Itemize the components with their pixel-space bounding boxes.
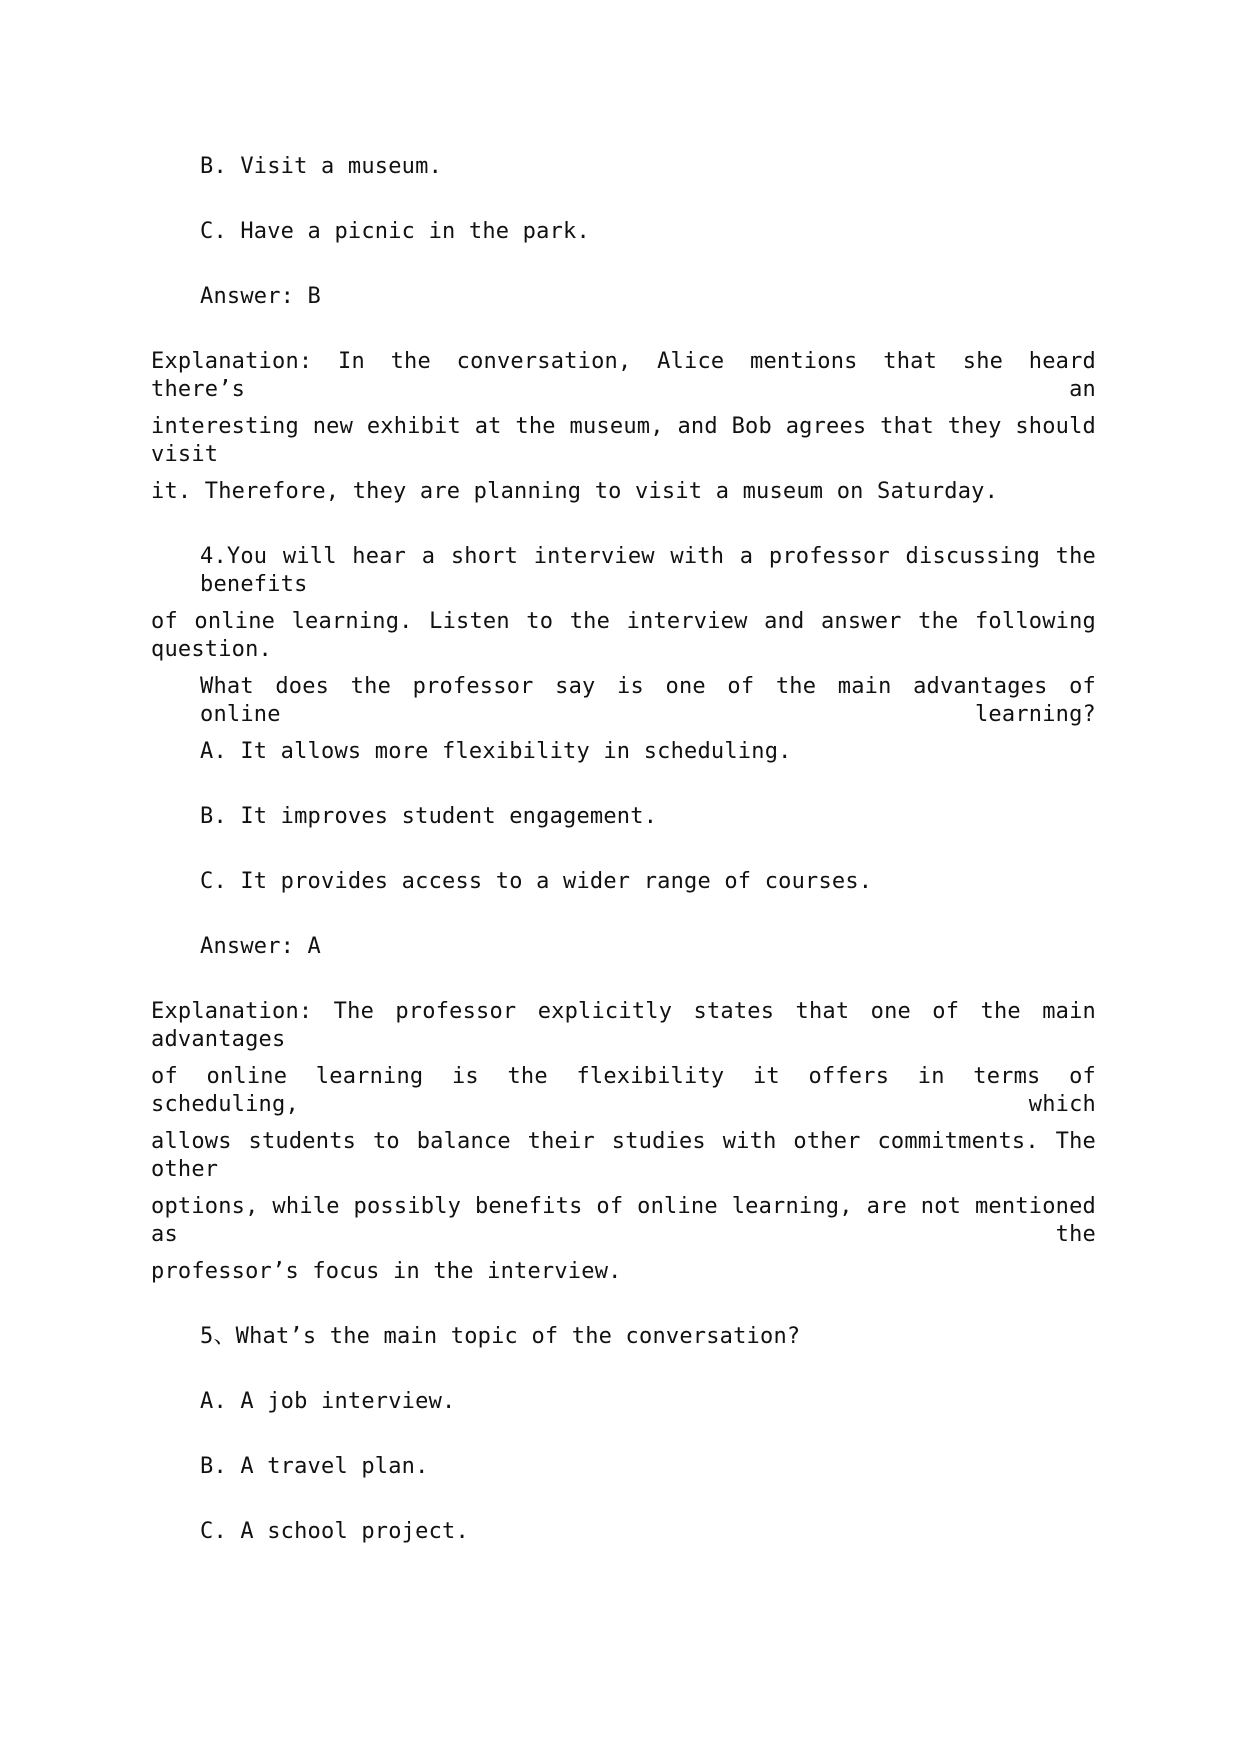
explanation-3-line-3: it. Therefore, they are planning to visit a museum on Saturday. (151, 479, 999, 504)
explanation-3-line-2: interesting new exhibit at the museum, and Bob agrees that they should visit (151, 414, 1096, 467)
question-4-prompt: What does the professor say is one of the main advantages of online learning? (200, 674, 1096, 727)
question-4-line-2: of online learning. Listen to the interview and answer the following question. (151, 609, 1096, 662)
explanation-4-line-2: of online learning is the flexibility it offers in terms of scheduling, which (151, 1064, 1096, 1117)
question-5: 5、What’s the main topic of the conversation? (200, 1324, 801, 1349)
option-a-flexibility: A. It allows more flexibility in scheduling. (200, 739, 792, 764)
explanation-4-line-5: professor’s focus in the interview. (151, 1259, 622, 1284)
option-c-school-project: C. A school project. (200, 1519, 469, 1544)
explanation-3-line-1: Explanation: In the conversation, Alice mentions that she heard there’s an (151, 349, 1096, 402)
explanation-4-line-3: allows students to balance their studies with other commitments. The other (151, 1129, 1096, 1182)
option-c-wider-range: C. It provides access to a wider range of courses. (200, 869, 873, 894)
explanation-4-line-1: Explanation: The professor explicitly states that one of the main advantages (151, 999, 1096, 1052)
option-b-engagement: B. It improves student engagement. (200, 804, 658, 829)
option-b-travel-plan: B. A travel plan. (200, 1454, 429, 1479)
explanation-4-line-4: options, while possibly benefits of online learning, are not mentioned as the (151, 1194, 1096, 1247)
option-a-job-interview: A. A job interview. (200, 1389, 456, 1414)
question-4-line-1: 4.You will hear a short interview with a professor discussing the benefits (200, 544, 1096, 597)
answer-4: Answer: A (200, 934, 322, 959)
answer-3: Answer: B (200, 284, 322, 309)
option-b-visit-museum: B. Visit a museum. (200, 154, 443, 179)
option-c-picnic: C. Have a picnic in the park. (200, 219, 590, 244)
